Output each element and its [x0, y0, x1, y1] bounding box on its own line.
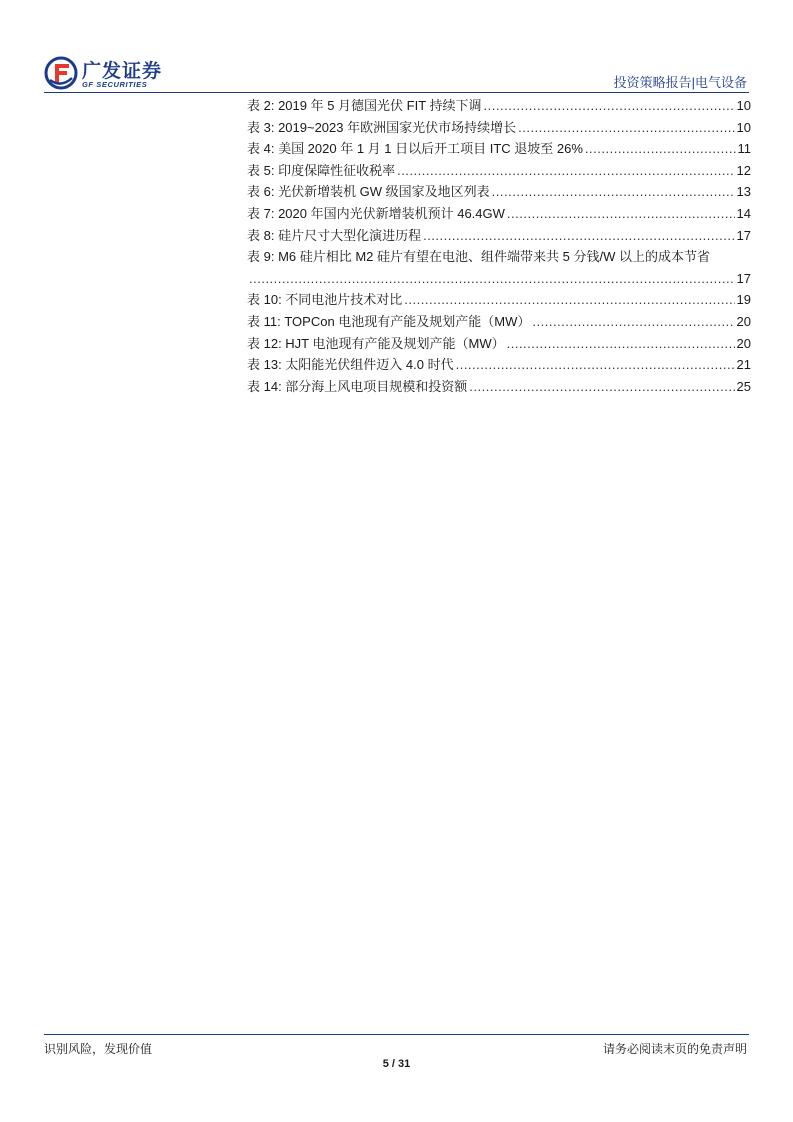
- toc-entry-page: 25: [736, 378, 751, 394]
- toc-entry[interactable]: [247, 376, 751, 398]
- toc-entry[interactable]: [247, 181, 751, 203]
- toc-leader-dots: [507, 333, 735, 355]
- toc-entry-page: 21: [736, 357, 751, 373]
- toc-entry[interactable]: [247, 117, 751, 139]
- toc-leader-dots: [518, 117, 734, 139]
- toc-entry-page: 14: [736, 205, 751, 221]
- toc-leader-dots: [492, 181, 735, 203]
- toc-leader-dots: [249, 268, 735, 290]
- toc-leader-dots: [423, 225, 734, 247]
- logo-chinese-name: 广发证券: [82, 61, 163, 82]
- toc-entry[interactable]: [247, 95, 751, 117]
- report-category: 投资策略报告|电气设备: [613, 75, 747, 90]
- toc-entry-label: 表 13: 太阳能光伏组件迈入 4.0 时代: [247, 357, 454, 373]
- toc-entry-page: 19: [736, 292, 751, 308]
- toc-entry-label: 表 10: 不同电池片技术对比: [247, 292, 403, 308]
- toc-entry-page: 17: [736, 227, 751, 243]
- toc-leader-dots: [397, 160, 734, 182]
- toc-entry-page: 11: [737, 141, 751, 157]
- toc-leader-dots: [585, 138, 736, 160]
- toc-entry-label: 表 11: TOPCon 电池现有产能及规划产能（MW）: [247, 313, 531, 329]
- footer-slogan: 识别风险，发现价值: [44, 1042, 153, 1056]
- toc-entry[interactable]: [247, 160, 751, 182]
- toc-leader-dots: [456, 354, 735, 376]
- toc-entry[interactable]: [247, 333, 751, 355]
- toc-leader-dots: [404, 289, 734, 311]
- toc-entry-label: 表 4: 美国 2020 年 1 月 1 日以后开工项目 ITC 退坡至 26%: [247, 141, 583, 157]
- toc-entry[interactable]: [247, 225, 751, 247]
- toc-leader-dots: [532, 311, 734, 333]
- toc-entry-label: 表 6: 光伏新增装机 GW 级国家及地区列表: [247, 184, 490, 200]
- page-number: 5 / 31: [382, 1058, 411, 1070]
- toc-entry[interactable]: [247, 138, 751, 160]
- toc-entry-label: 表 9: M6 硅片相比 M2 硅片有望在电池、组件端带来共 5 分钱/W 以上的成本节省: [247, 249, 710, 265]
- footer-divider: [44, 1034, 749, 1035]
- toc-entry[interactable]: [247, 203, 751, 225]
- toc-entry-label: 表 2: 2019 年 5 月德国光伏 FIT 持续下调: [247, 98, 482, 113]
- toc-entry-label: 表 14: 部分海上风电项目规模和投资额: [247, 378, 468, 394]
- toc-entry-page: 20: [736, 313, 751, 329]
- toc-entry-page: 10: [736, 98, 751, 113]
- toc-entry-wrapped[interactable]: [247, 246, 751, 268]
- toc-entry-page: 20: [736, 335, 751, 351]
- toc-leader-dots: [484, 95, 735, 117]
- company-logo: [44, 56, 194, 92]
- toc-entry-label: 表 8: 硅片尺寸大型化演进历程: [247, 227, 422, 243]
- toc-entry-continuation[interactable]: [247, 268, 751, 290]
- table-of-contents: [247, 95, 751, 397]
- footer-disclaimer-note: 请务必阅读末页的免责声明: [602, 1042, 747, 1056]
- toc-entry-label: 表 7: 2020 年国内光伏新增装机预计 46.4GW: [247, 205, 505, 221]
- toc-entry-page: 10: [736, 119, 751, 135]
- logo-english-name: GF SECURITIES: [82, 80, 148, 89]
- toc-leader-dots: [507, 203, 735, 225]
- toc-entry-page: 17: [736, 270, 751, 286]
- toc-entry-label: 表 12: HJT 电池现有产能及规划产能（MW）: [247, 335, 505, 351]
- toc-entry[interactable]: [247, 311, 751, 333]
- header-divider: [44, 92, 749, 93]
- toc-leader-dots: [469, 376, 734, 398]
- gf-logo-icon: [44, 56, 78, 90]
- toc-entry-label: 表 5: 印度保障性征收税率: [247, 162, 396, 178]
- toc-entry-page: 13: [736, 184, 751, 200]
- toc-entry-label: 表 3: 2019~2023 年欧洲国家光伏市场持续增长: [247, 119, 517, 135]
- toc-entry-page: 12: [736, 162, 751, 178]
- toc-entry[interactable]: [247, 289, 751, 311]
- toc-entry[interactable]: [247, 354, 751, 376]
